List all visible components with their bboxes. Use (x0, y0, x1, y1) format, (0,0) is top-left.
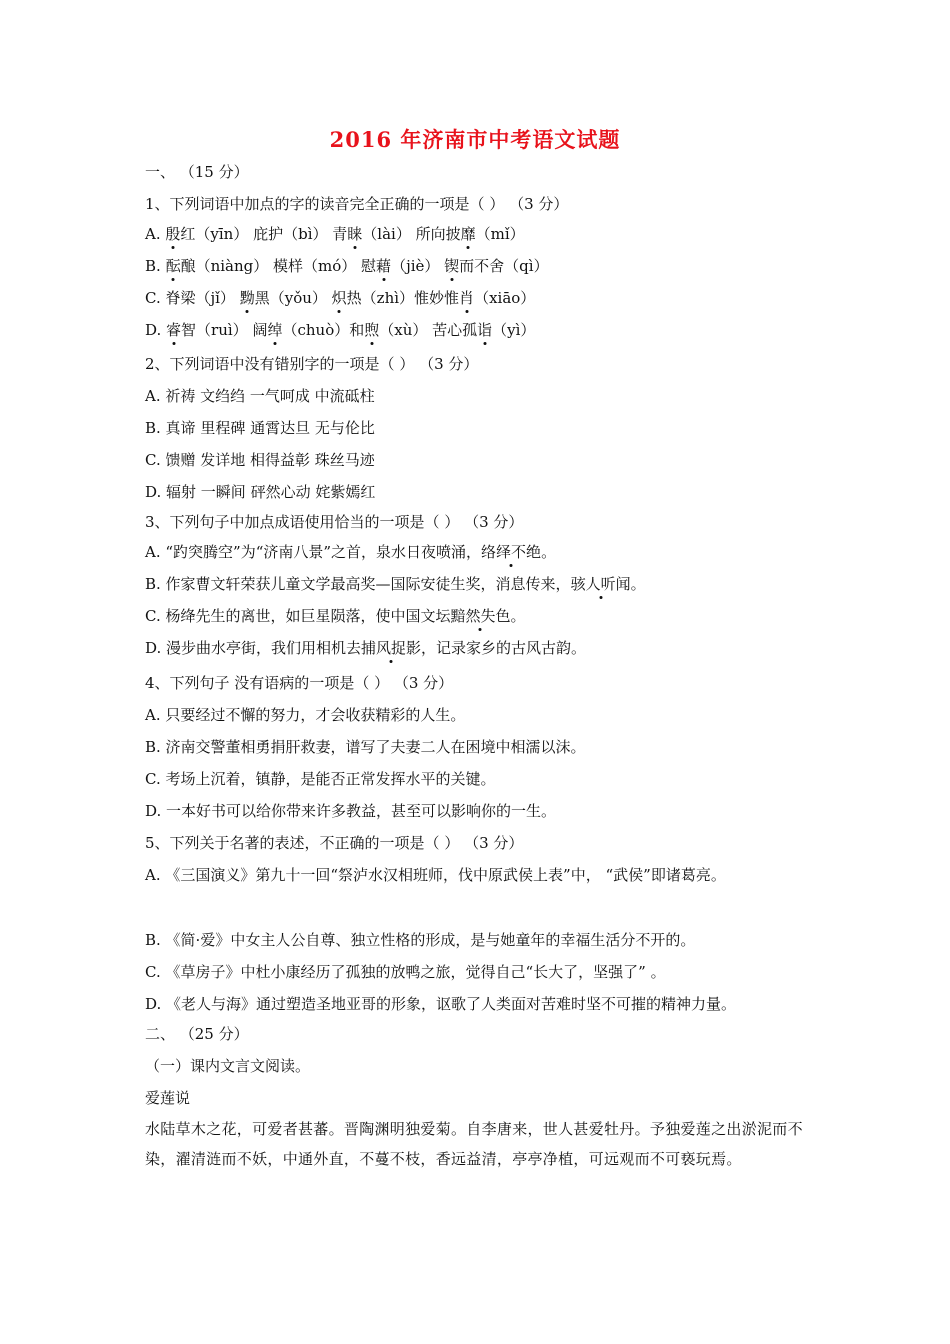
dotted-idiom: 黯然失色 (450, 607, 511, 625)
dotted-char: 煦 (364, 321, 380, 339)
dotted-char: 睐 (347, 225, 363, 243)
section-2-subheading: （一）课内文言文阅读。 (145, 1057, 311, 1075)
question-3-option-d: D. 漫步曲水亭街，我们用相机去捕风捉影，记录家乡的古风古韵。 (145, 639, 587, 657)
dotted-char: 绰 (267, 321, 283, 339)
question-5-option-a: A. 《三国演义》第九十一回“祭泸水汉相班师，伐中原武侯上表”中， “武侯”即诸葛亮。 (145, 866, 726, 884)
question-3-option-c: C. 杨绛先生的离世，如巨星陨落，使中国文坛黯然失色。 (145, 607, 526, 625)
dotted-char: 睿 (166, 321, 182, 339)
question-3-option-a: A. “趵突腾空”为“济南八景”之首，泉水日夜喷涌，络绎不绝。 (145, 543, 557, 561)
question-1-stem: 1、下列词语中加点的字的读音完全正确的一项是（ ） （3 分） (145, 195, 569, 213)
page-title: 2016 年济南市中考语文试题 (329, 127, 621, 152)
question-2-option-d: D. 辐射 一瞬间 砰然心动 姹紫嫣红 (145, 483, 376, 501)
question-4-option-d: D. 一本好书可以给你带来许多教益，甚至可以影响你的一生。 (145, 802, 557, 820)
question-2-option-a: A. 祈祷 文绉绉 一气呵成 中流砥柱 (145, 387, 375, 405)
question-5-stem: 5、下列关于名著的表述，不正确的一项是（ ） （3 分） (145, 834, 524, 852)
dotted-char: 酝 (165, 257, 181, 275)
question-5-option-c: C. 《草房子》中杜小康经历了孤独的放鸭之旅，觉得自己“长大了，坚强了” 。 (145, 963, 666, 981)
question-4-option-b: B. 济南交警董相勇捐肝救妻，谱写了夫妻二人在困境中相濡以沫。 (145, 738, 586, 756)
dotted-char: 炽 (331, 289, 347, 307)
question-2-stem: 2、下列词语中没有错别字的一项是（ ） （3 分） (145, 355, 479, 373)
section-1-heading: 一、 （15 分） (145, 163, 249, 181)
question-3-stem: 3、下列句子中加点成语使用恰当的一项是（ ） （3 分） (145, 513, 524, 531)
question-1-option-b: B. 酝酿（niàng） 模样（mó） 慰藉（jiè） 锲而不舍（qì） (145, 257, 549, 275)
dotted-idiom: 络绎不绝 (481, 543, 542, 561)
dotted-char: 锲 (444, 257, 460, 275)
dotted-char: 殷 (165, 225, 181, 243)
question-4-option-a: A. 只要经过不懈的努力，才会收获精彩的人生。 (145, 706, 466, 724)
dotted-char: 靡 (460, 225, 476, 243)
question-5-option-b: B. 《简·爱》中女主人公自尊、独立性格的形成，是与她童年的幸福生活分不开的。 (145, 931, 696, 949)
passage-text: 水陆草木之花，可爱者甚蕃。晋陶渊明独爱菊。自李唐来，世人甚爱牡丹。予独爱莲之出淤泥而不染，濯清涟而不妖，中通外直，不蔓不枝，香远益清，亭亭净植，可远观而不可亵玩焉。 (145, 1120, 803, 1168)
question-3-option-b: B. 作家曹文轩荣获儿童文学最高奖—国际安徒生奖，消息传来，骇人听闻。 (145, 575, 646, 593)
question-4-stem: 4、下列句子 没有语病的一项是（ ） （3 分） (145, 674, 454, 692)
dotted-char: 肖 (459, 289, 475, 307)
question-5-option-d: D. 《老人与海》通过塑造圣地亚哥的形象，讴歌了人类面对苦难时坚不可摧的精神力量。 (145, 995, 737, 1013)
passage-title: 爱莲说 (145, 1089, 191, 1107)
question-2-option-c: C. 馈赠 发详地 相得益彰 珠丝马迹 (145, 451, 375, 469)
dotted-char: 黝 (239, 289, 255, 307)
question-1-option-d: D. 睿智（ruì） 阔绰（chuò）和煦（xù） 苦心孤诣（yì） (145, 321, 536, 339)
dotted-idiom: 骇人听闻 (570, 575, 631, 593)
dotted-char: 诣 (477, 321, 493, 339)
dotted-idiom: 捕风捉影 (361, 639, 422, 657)
dotted-char: 藉 (376, 257, 392, 275)
section-2-heading: 二、 （25 分） (145, 1025, 249, 1043)
question-1-option-c: C. 脊梁（jǐ） 黝黑（yǒu） 炽热（zhì）惟妙惟肖（xiāo） (145, 289, 536, 307)
question-2-option-b: B. 真谛 里程碑 通霄达旦 无与伦比 (145, 419, 375, 437)
question-1-option-a: A. 殷红（yīn） 庇护（bì） 青睐（lài） 所向披靡（mǐ） (145, 225, 525, 243)
question-4-option-c: C. 考场上沉着，镇静，是能否正常发挥水平的关键。 (145, 770, 496, 788)
